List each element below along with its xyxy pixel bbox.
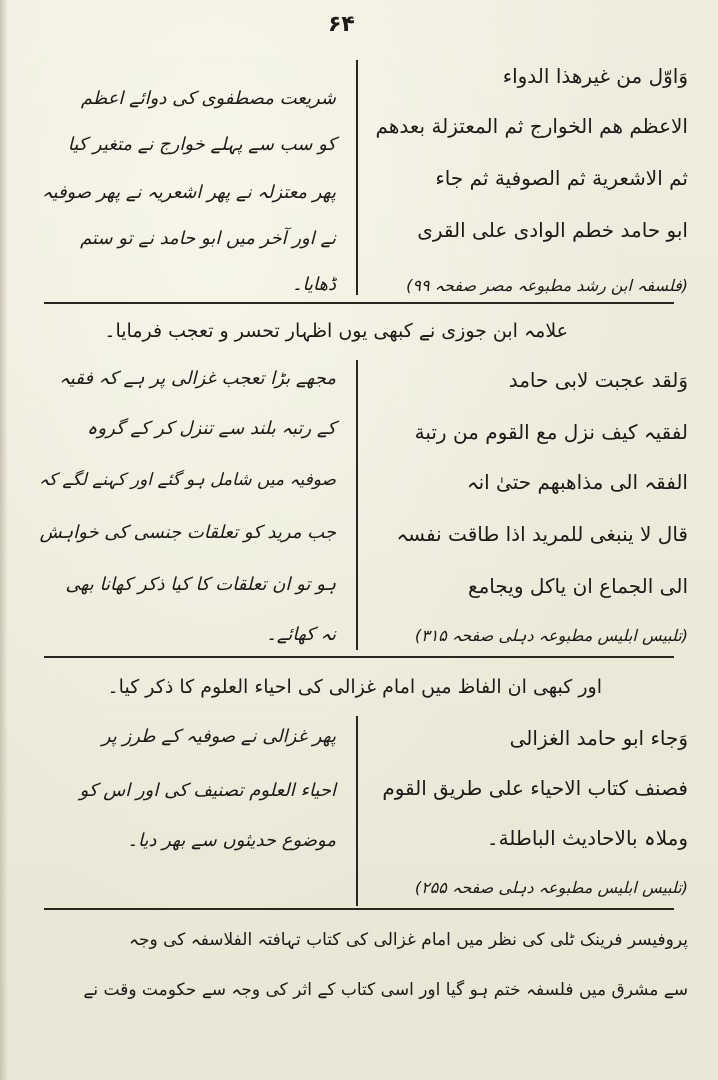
section-intro: علامہ ابن جوزی نے کبھی یوں اظہار تحسر و تعجب فرمایا۔ bbox=[104, 320, 568, 342]
urdu-line: کے رتبہ بلند سے تنزل کر کے گروہ bbox=[86, 418, 336, 439]
urdu-line: نہ کھائے۔ bbox=[266, 624, 336, 645]
column-divider-2 bbox=[356, 360, 358, 650]
section-rule-3 bbox=[44, 908, 674, 910]
arabic-line: قال لا ینبغی للمرید اذا طاقت نفسہ bbox=[396, 522, 688, 546]
arabic-line: ثم الاشعریة ثم الصوفیة ثم جاء bbox=[435, 166, 688, 190]
urdu-line: پھر غزالی نے صوفیہ کے طرز پر bbox=[101, 726, 336, 747]
urdu-line: احیاء العلوم تصنیف کی اور اس کو bbox=[79, 780, 336, 801]
arabic-line: فصنف کتاب الاحیاء علی طریق القوم bbox=[382, 776, 688, 800]
section-rule-2 bbox=[44, 656, 674, 658]
arabic-reference: (تلبیس ابلیس مطبوعہ دہلی صفحہ ۲۵۵) bbox=[414, 878, 688, 897]
urdu-line: ہو تو ان تعلقات کا کیا ذکر کھانا بھی bbox=[65, 574, 336, 595]
urdu-line: شریعت مصطفوی کی دوائے اعظم bbox=[80, 88, 336, 109]
arabic-reference: (فلسفہ ابن رشد مطبوعہ مصر صفحہ ۹۹) bbox=[406, 276, 688, 295]
arabic-line: وَاوّل من غیرھذا الدواء bbox=[502, 64, 688, 88]
urdu-line: صوفیہ میں شامل ہو گئے اور کہنے لگے کہ bbox=[38, 470, 336, 490]
closing-line: سے مشرق میں فلسفہ ختم ہو گیا اور اسی کتاب کے اثر کی وجہ سے حکومت وقت نے bbox=[83, 980, 688, 1000]
urdu-line: کو سب سے پہلے خوارج نے متغیر کیا bbox=[67, 134, 336, 155]
urdu-line: مجھے بڑا تعجب غزالی پر ہے کہ فقیہ bbox=[59, 368, 336, 389]
column-divider-1 bbox=[356, 60, 358, 295]
arabic-line: وملاہ بالاحادیث الباطلة۔ bbox=[486, 826, 688, 850]
arabic-line: الی الجماع ان یاکل ویجامع bbox=[467, 574, 688, 598]
urdu-line: پھر معتزلہ نے پھر اشعریہ نے پھر صوفیہ bbox=[41, 182, 336, 203]
urdu-line: موضوع حدیثوں سے بھر دیا۔ bbox=[127, 830, 336, 851]
page-number: ۶۴ bbox=[328, 12, 355, 37]
section-intro: اور کبھی ان الفاظ میں امام غزالی کی احیاء العلوم کا ذکر کیا۔ bbox=[107, 676, 602, 698]
arabic-line: وَلقد عجبت لابی حامد bbox=[508, 368, 688, 392]
urdu-line: نے اور آخر میں ابو حامد نے تو ستم bbox=[80, 228, 336, 249]
arabic-line: الفقہ الی مذاھبھم حتیٰ انہ bbox=[466, 470, 688, 494]
page-edge-shadow bbox=[0, 0, 8, 1080]
arabic-reference: (تلبیس ابلیس مطبوعہ دہلی صفحہ ۳۱۵) bbox=[414, 626, 688, 645]
urdu-line: جب مرید کو تعلقات جنسی کی خواہش bbox=[39, 522, 336, 543]
arabic-line: وَجاء ابو حامد الغزالی bbox=[509, 726, 688, 750]
arabic-line: لفقیہ کیف نزل مع القوم من رتبة bbox=[414, 420, 688, 444]
column-divider-3 bbox=[356, 716, 358, 906]
section-rule-1 bbox=[44, 302, 674, 304]
arabic-line: ابو حامد خطم الوادی علی القری bbox=[417, 218, 688, 242]
arabic-line: الاعظم ھم الخوارج ثم المعتزلة بعدھم bbox=[375, 114, 688, 138]
closing-line: پروفیسر فرینک ٹلی کی نظر میں امام غزالی کی کتاب تہافتہ الفلاسفہ کی وجہ bbox=[128, 930, 688, 950]
urdu-line: ڈھایا۔ bbox=[291, 274, 336, 295]
